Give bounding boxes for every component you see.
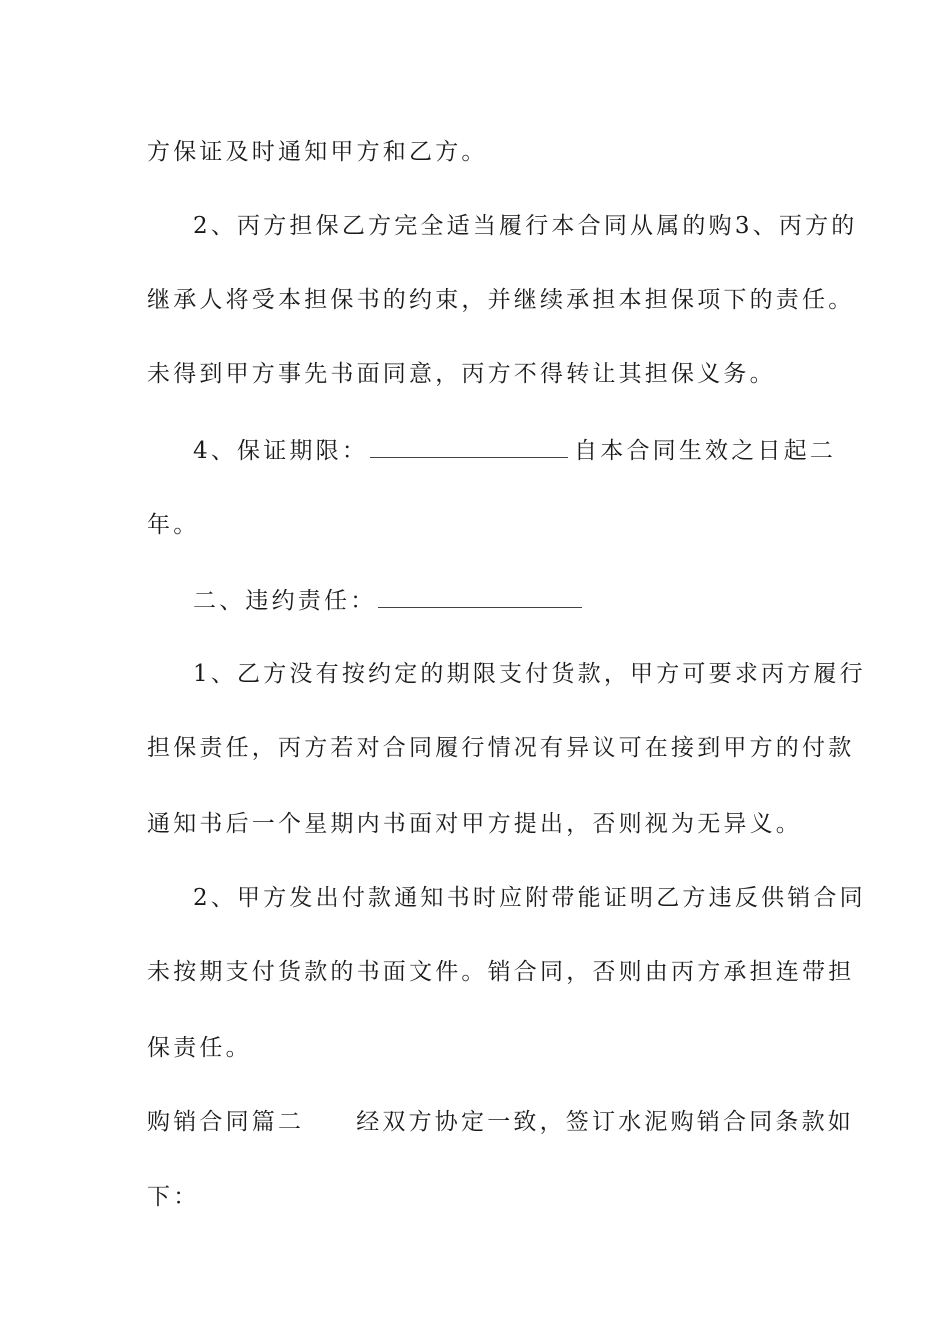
paragraph-line: 担保责任，丙方若对合同履行情况有异议可在接到甲方的付款 [147,735,855,761]
section-title: 购销合同篇二 [147,1109,305,1135]
paragraph-line: 年。 [147,512,200,538]
paragraph-line: 2、丙方担保乙方完全适当履行本合同从属的购3、丙方的 [193,213,858,239]
breach-liability-line [193,586,853,616]
paragraph-line: 继承人将受本担保书的约束，并继续承担本担保项下的责任。 [147,287,855,313]
section-title-line [147,1107,855,1137]
paragraph-line: 保责任。 [147,1035,252,1061]
paragraph-line: 2、甲方发出付款通知书时应附带能证明乙方违反供销合同 [193,885,866,911]
fill-in-blank [370,437,568,458]
paragraph-text: 经双方协定一致，签订水泥购销合同条款如 [356,1109,855,1135]
paragraph-line: 方保证及时通知甲方和乙方。 [147,139,488,165]
section-heading: 二、违约责任： [193,588,377,614]
fill-in-blank [378,587,582,608]
guarantee-period-label: 4、保证期限： [193,438,369,464]
guarantee-period-line [193,436,853,466]
paragraph-line: 未得到甲方事先书面同意，丙方不得转让其担保义务。 [147,361,776,387]
paragraph-line: 下： [147,1184,200,1210]
paragraph-line: 未按期支付货款的书面文件。销合同，否则由丙方承担连带担 [147,959,855,985]
paragraph-line: 1、乙方没有按约定的期限支付货款，甲方可要求丙方履行 [193,661,866,687]
guarantee-period-text: 自本合同生效之日起二 [574,438,837,464]
paragraph-line: 通知书后一个星期内书面对甲方提出，否则视为无异义。 [147,811,802,837]
